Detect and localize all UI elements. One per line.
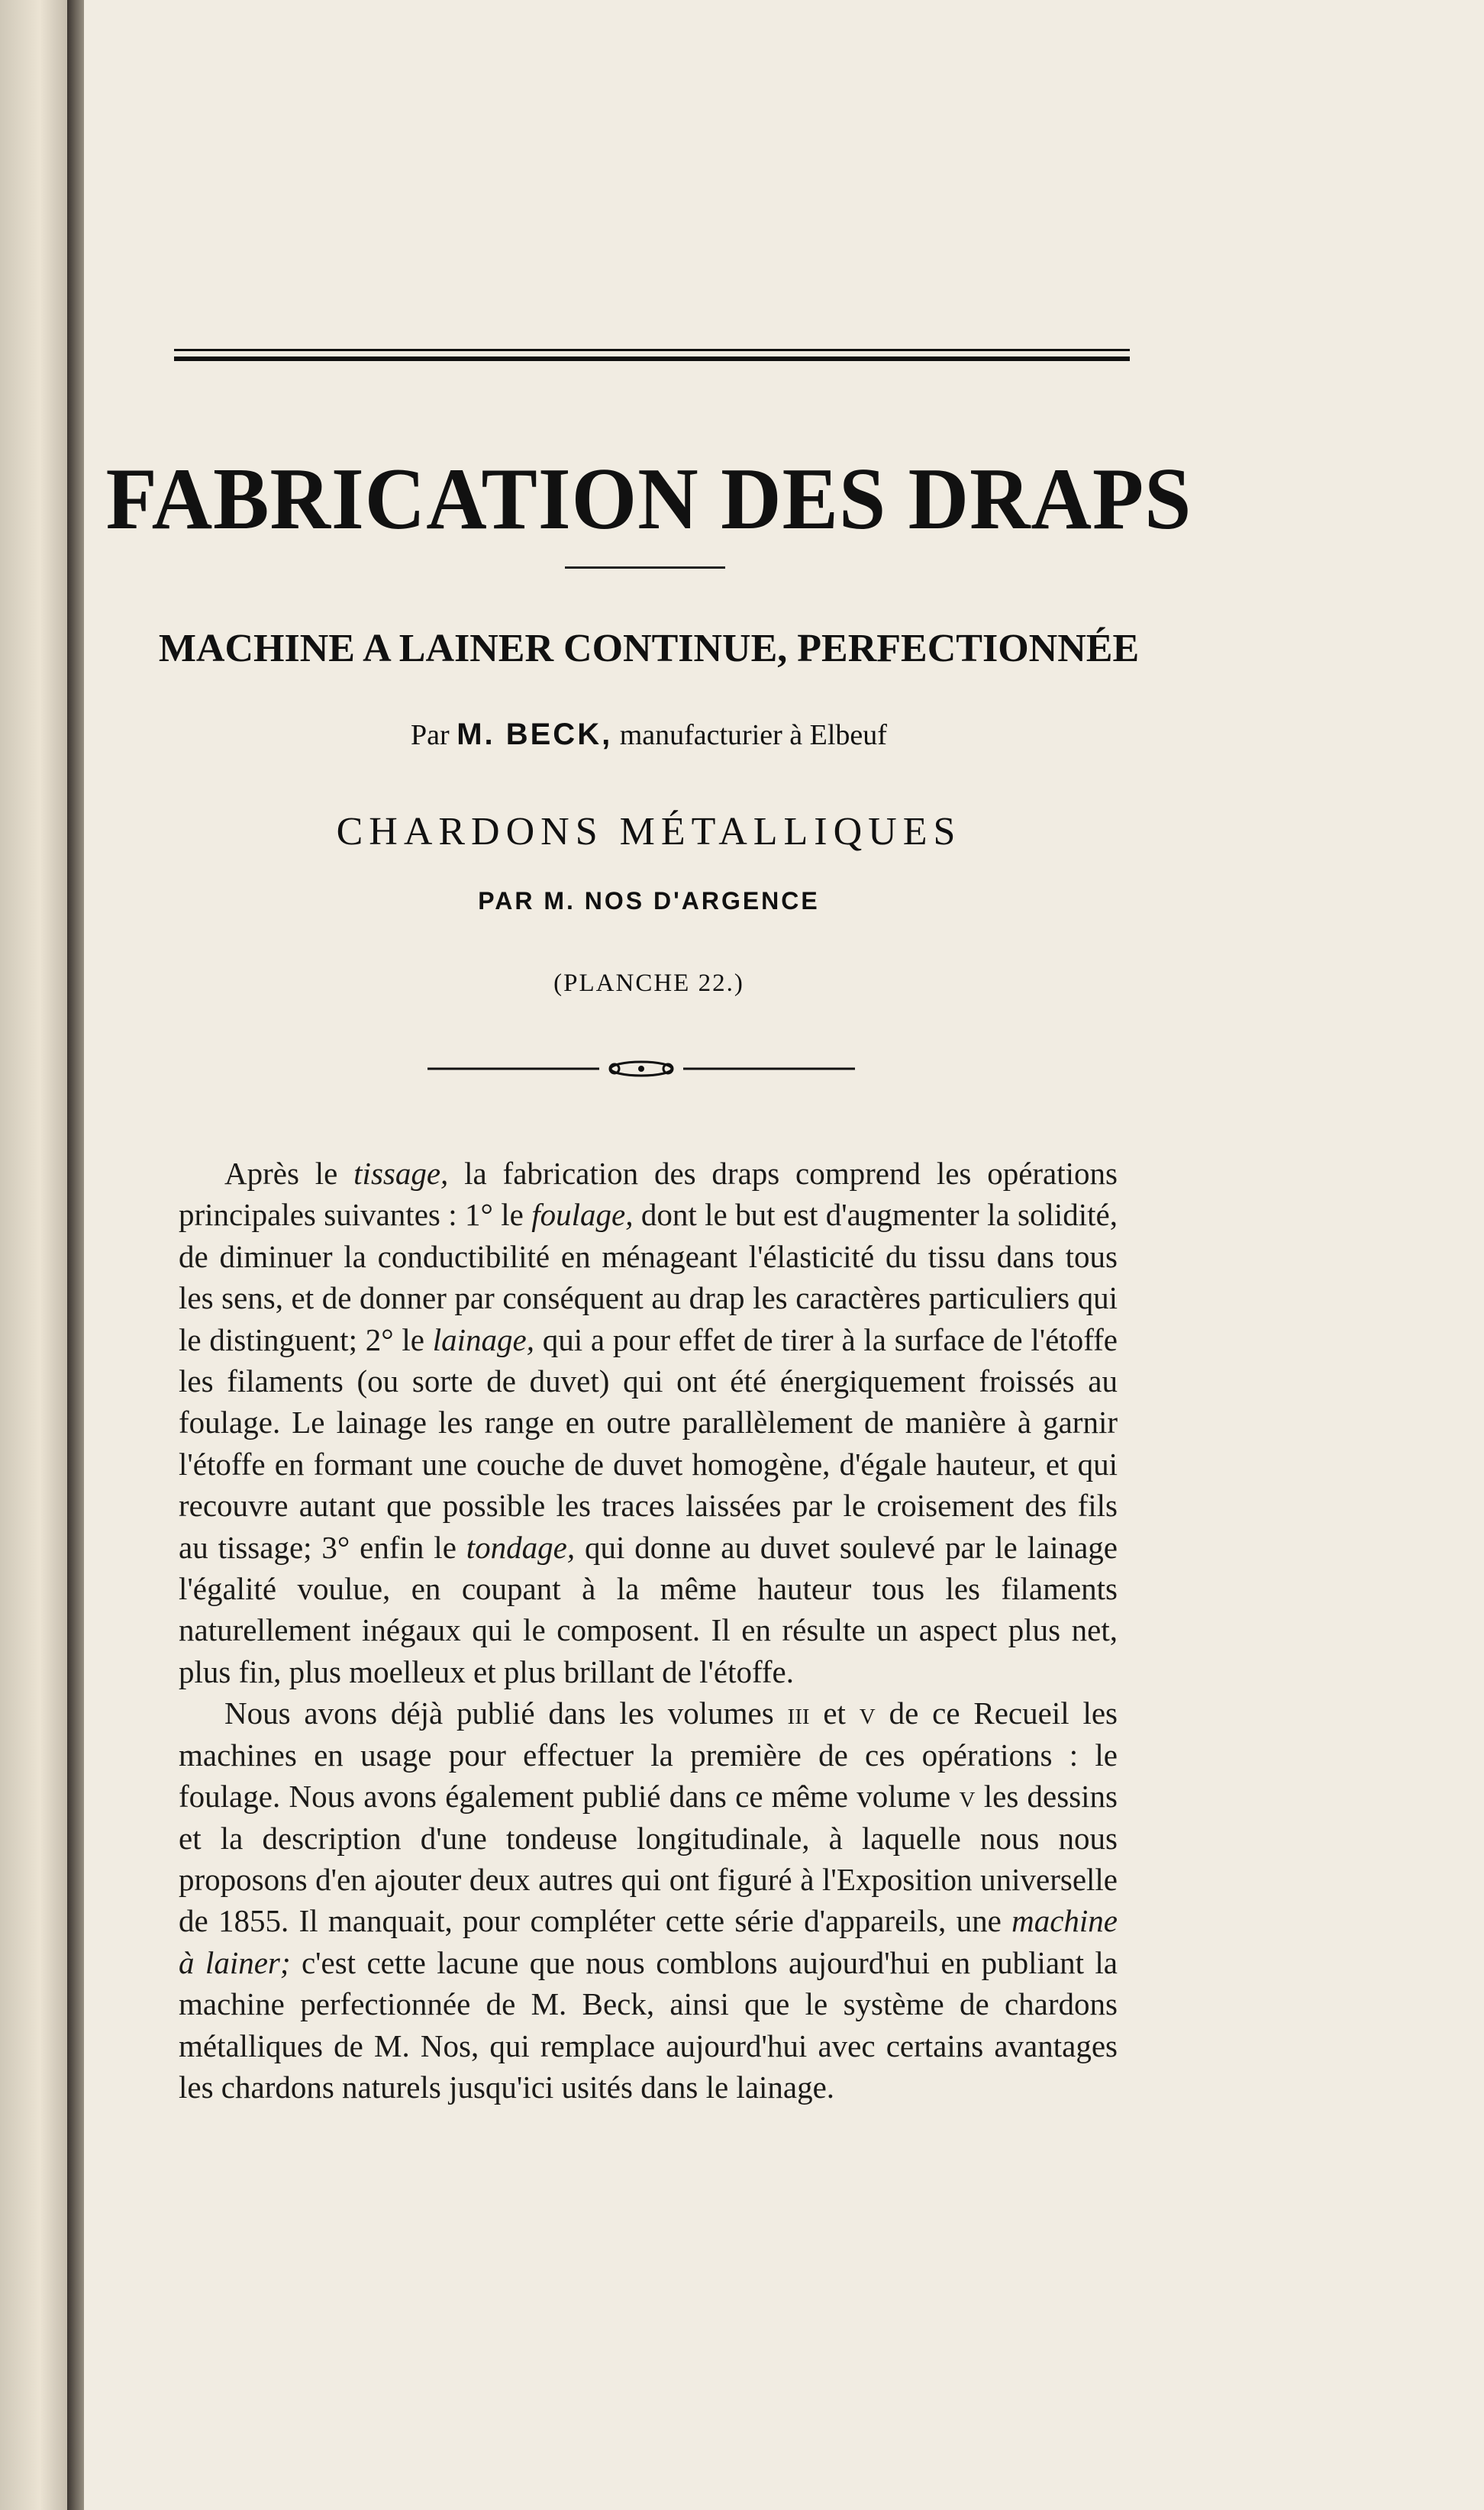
article-body [179,1153,1118,2108]
text-run: c'est cette lacune que nous comblons aujourd'hui en publiant la machine perfectionnée de M. Beck, ainsi que le système de chardons métalliques de M. Nos, qui remplace aujourd'hui avec certains avantages les chardons naturels jusqu'ici usités dans le lainage. [179,1944,1118,2105]
emphasis-lainage: lainage, [432,1321,534,1357]
text-run: de ce Recueil les machines en usage pour effectuer la première de ces opérations : le foulage. Nous avons également publié dans ce même volume [179,1695,1118,1815]
volume-numeral: iii [787,1695,810,1731]
byline [84,718,1214,752]
paragraph-1 [179,1153,1118,1692]
section-author: PAR M. NOS D'ARGENCE [478,887,820,915]
text-run: Nous avons déjà publié dans les volumes [224,1695,788,1731]
volume-numeral: v [959,1779,976,1815]
emphasis-tissage: tissage, [353,1156,449,1191]
volume-numeral: v [859,1695,876,1731]
text-run: Après le [224,1156,354,1191]
text-run: qui donne au duvet soulevé par le lainage l'égalité voulue, en coupant à la même hauteur tous les filaments naturellement inégaux qui le composent. Il en résulte un aspect plus net, plus fin, plus moelleux et plus brillant de l'étoffe. [179,1529,1118,1689]
ornament-divider [427,1057,855,1080]
byline-suffix: manufacturier à Elbeuf [619,719,887,751]
paragraph-2 [179,1692,1118,2108]
header-double-rule [174,349,1130,361]
facing-page-edge [0,0,73,2510]
article-subtitle: MACHINE A LAINER CONTINUE, PERFECTIONNÉE [158,627,1140,670]
emphasis-machine-a-lainer: machine à lainer; [179,1903,1118,1980]
section-title: CHARDONS MÉTALLIQUES [336,810,962,853]
plate-reference: (PLANCHE 22.) [553,969,744,997]
byline-author: M. BECK, [456,718,613,751]
emphasis-tondage: tondage, [466,1529,576,1565]
page-title: FABRICATION DES DRAPS [105,449,1192,548]
text-run: les dessins et la description d'une tondeuse longitudinale, à laquelle nous nous proposons d'en ajouter deux autres qui ont figuré à l'Exposition universelle de 1855. Il manquait, pour compléter cette série d'appareils, une [179,1779,1118,1939]
emphasis-foulage: foulage, [531,1197,634,1233]
title-underline [565,566,725,569]
text-run: dont le but est d'augmenter la solidité, de diminuer la conductibilité en ménageant l'élasticité du tissu dans tous les sens, et de donner par conséquent au drap les caractères particuliers qui le distinguent; 2° le [179,1197,1118,1357]
text-run: la fabrication des draps comprend les opérations principales suivantes : 1° le [179,1156,1118,1233]
byline-prefix: Par [411,719,450,751]
text-run: qui a pour effet de tirer à la surface de l'étoffe les filaments (ou sorte de duvet) qui ont été énergiquement froissés au foulage. Le lainage les range en outre parallèlement de manière à garnir l'étoffe en formant une couche de duvet homogène, d'égale hauteur, et qui recouvre autant que possible les traces laissées par le croisement des fils au tissage; 3° enfin le [179,1321,1118,1565]
text-run: et [809,1695,860,1731]
